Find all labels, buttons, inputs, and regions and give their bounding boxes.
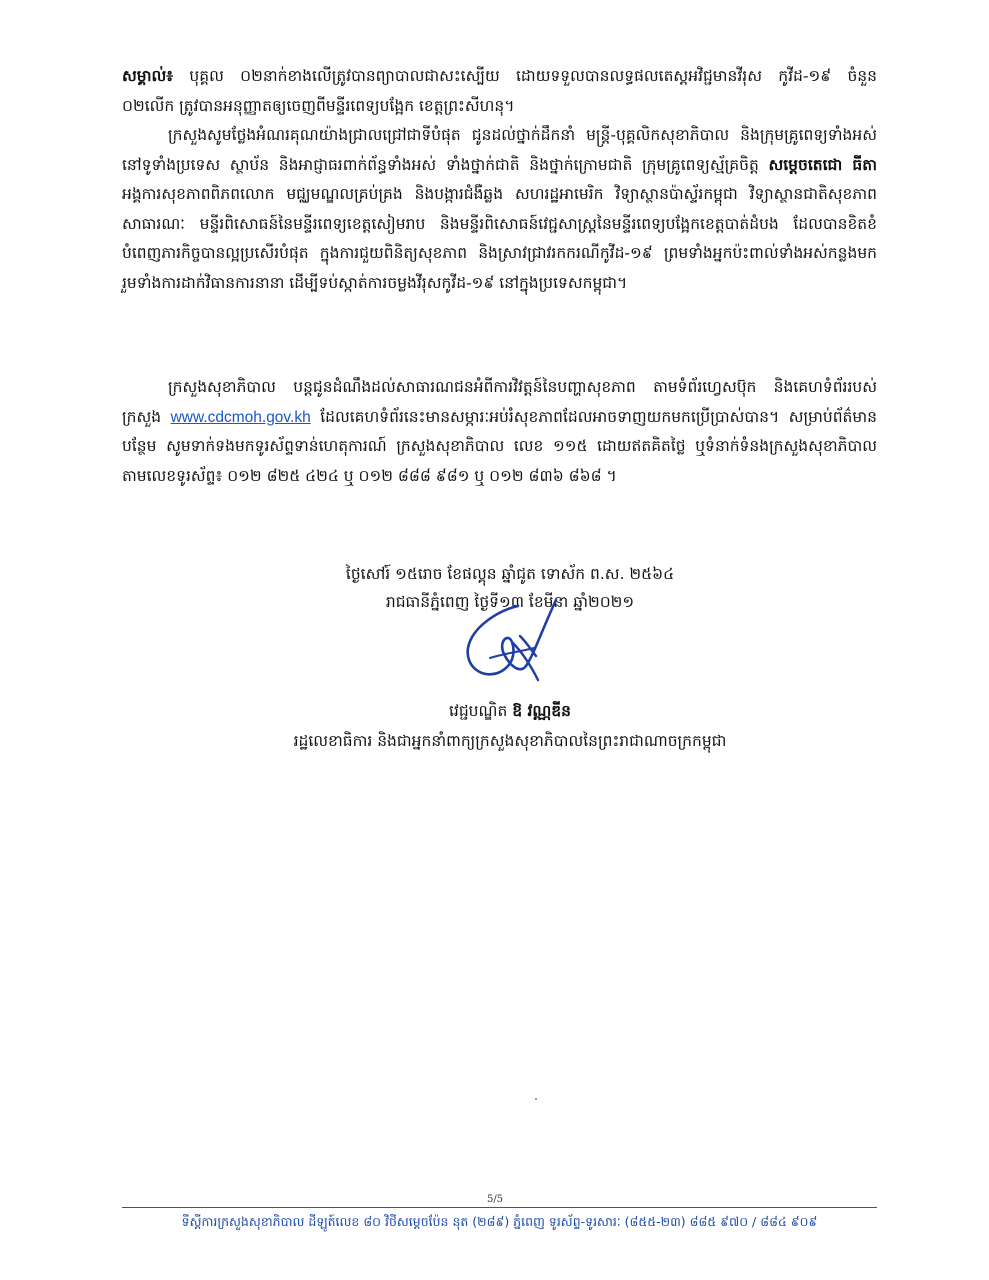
lunar-date: ថ្ងៃសៅរ៍ ១៥រោច ខែផល្គុន ឆ្នាំជូត ទោស័ក ព.ស. ២៥៦៤ (345, 565, 675, 583)
note-text: បុគ្គល ០២នាក់ខាងលើត្រូវបានព្យាបាលជាសះស្បើយ ដោយទទួលបានលទ្ធផលតេស្តអវិជ្ជមានវីរុស កូវីដ-១៩ ចំនួន ០២លើក ត្រូវបានអនុញ្ញាតឲ្យចេញពីមន្ទីរពេទ្យបង្អែក ខេត្តព្រះសីហនុ។ (122, 67, 877, 115)
signer-block (200, 696, 820, 756)
signer-name: ឱ វណ្ណឌីន (512, 702, 571, 720)
signer-title: វេជ្ជបណ្ឌិត (449, 702, 513, 720)
info-text-part2: ដែលគេហទំព័រនេះមានសម្ភារៈអប់រំសុខភាពដែលអាចទាញយកមកប្រើប្រាស់បាន។ សម្រាប់ព័ត៌មានបន្ថែម សូមទាក់ទងមកទូរស័ព្ទទាន់ហេតុការណ៍ ក្រសួងសុខាភិបាល លេខ ១១៥ ដោយឥតគិតថ្លៃ ឬទំនាក់ទំនងក្រសួងសុខាភិបាល តាមលេខទូរស័ព្ទ៖ ០១២ ៨២៥ ៤២៤ ឬ ០១២ ៨៨៨ ៩៨១ ឬ ០១២ ៨៣៦ ៨៦៨ ។ (122, 407, 877, 485)
footer-divider (122, 1207, 877, 1208)
thanks-paragraph (122, 121, 877, 299)
thanks-text-part1: ក្រសួងសូមថ្លែងអំណរគុណយ៉ាងជ្រាលជ្រៅជាទីបំផុត ជូនដល់ថ្នាក់ដឹកនាំ មន្ត្រី-បុគ្គលិកសុខាភិបាល និងក្រុមគ្រូពេទ្យទាំងអស់នៅទូទាំងប្រទេស ស្ថាប័ន និងអាជ្ញាធរពាក់ព័ន្ធទាំងអស់ ទាំងថ្នាក់ជាតិ និងថ្នាក់ក្រោមជាតិ ក្រុមគ្រូពេទ្យស្ម័គ្រចិត្ត (122, 126, 877, 174)
thanks-text-part2: អង្គការសុខភាពពិភពលោក មជ្ឈមណ្ឌលគ្រប់គ្រង និងបង្ការជំងឺឆ្លង សហរដ្ឋអាមេរិក វិទ្យាស្ថានប៉ាស្ទ័រកម្ពុជា វិទ្យាស្ថានជាតិសុខភាពសាធារណៈ មន្ទីរពិសោធន៍នៃមន្ទីរពេទ្យខេត្តសៀមរាប និងមន្ទីរពិសោធន៍វេជ្ជសាស្ត្រនៃមន្ទីរពេទ្យបង្អែកខេត្តបាត់ដំបង ដែលបានខិតខំបំពេញភារកិច្ចបានល្អប្រសើរបំផុត ក្នុងការជួយពិនិត្យសុខភាព និងស្រាវជ្រាវរកករណីកូវីដ-១៩ ព្រមទាំងអ្នកប៉ះពាល់ទាំងអស់កន្លងមក រួមទាំងការដាក់វិធានការនានា ដើម្បីទប់ស្កាត់ការចម្លងវីរុសកូវីដ-១៩ នៅក្នុងប្រទេសកម្ពុជា។ (122, 185, 877, 292)
website-link[interactable]: www.cdcmoh.gov.kh (170, 408, 311, 426)
note-label: សម្គាល់៖ (122, 67, 174, 85)
signer-name-line (200, 696, 820, 726)
info-paragraph (122, 373, 877, 491)
handwritten-signature (460, 596, 580, 688)
note-paragraph (122, 62, 877, 121)
solar-date: រាជធានីភ្នំពេញ ថ្ងៃទី១៣ ខែមីនា ឆ្នាំ២០២១ (385, 593, 635, 611)
scan-dot (535, 1098, 537, 1100)
thanks-text-bold: សម្ដេចតេជោ ធីតា (768, 155, 878, 174)
footer-address: ទីស្តីការក្រសួងសុខាភិបាល ដីឡូត៍លេខ ៨០ វិថីសម្ដេចប៉ែន នុត (២៨៩) ភ្នំពេញ ទូរស័ព្ទ-ទូរសារៈ (៨៥៥-២៣) ៨៨៥ ៩៧០ / ៨៨៤ ៩០៩ (181, 1214, 818, 1229)
page-number: 5/5 (486, 1194, 504, 1205)
signer-position: រដ្ឋលេខាធិការ និងជាអ្នកនាំពាក្យក្រសួងសុខាភិបាលនៃព្រះរាជាណាចក្រកម្ពុជា (293, 732, 727, 750)
info-text-part1: ក្រសួងសុខាភិបាល បន្តជូនដំណឹងដល់សាធារណជនអំពីការវិវត្តន៍នៃបញ្ហាសុខភាព តាមទំព័រហ្វេសប៊ុក និងគេហទំព័ររបស់ក្រសួង (122, 378, 877, 426)
